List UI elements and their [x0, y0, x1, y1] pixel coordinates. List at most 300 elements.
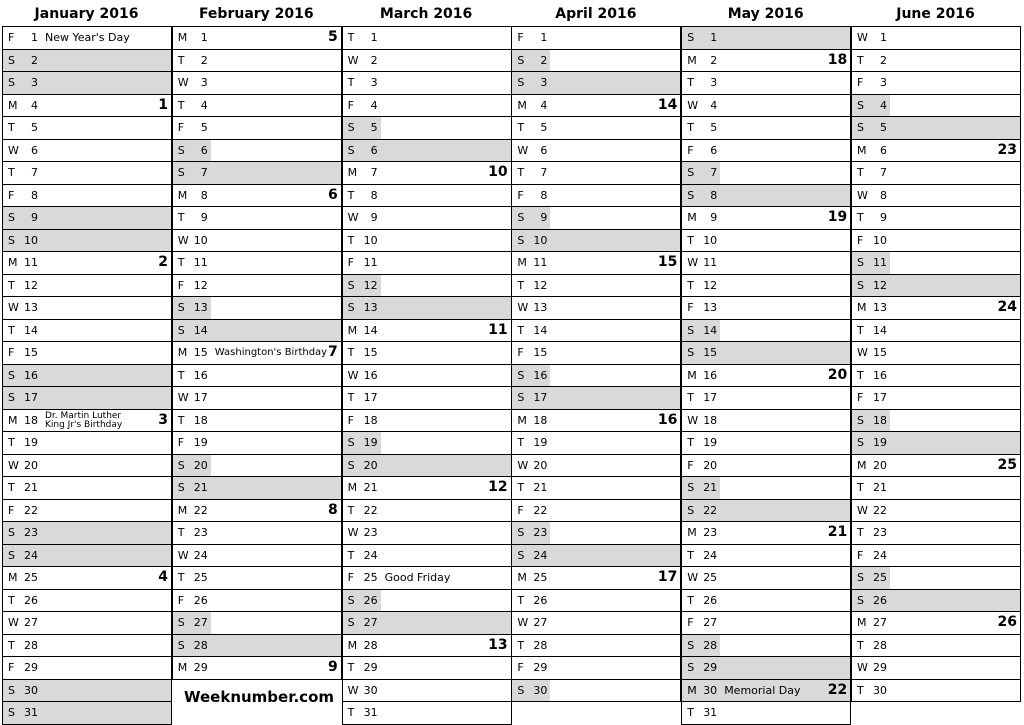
day-number: 3 [200, 76, 208, 89]
day-of-week: S [347, 278, 355, 292]
day-of-week: T [517, 278, 525, 292]
weekend-shade [211, 320, 341, 342]
day-of-week: M [517, 98, 527, 112]
day-row [343, 207, 511, 230]
weekend-shade [890, 432, 1020, 454]
day-of-week: T [857, 526, 864, 539]
day-row [173, 342, 341, 365]
day-of-week: F [517, 346, 524, 359]
day-of-week: S [857, 256, 864, 269]
week-number: 18 [827, 51, 848, 68]
day-number: 14 [703, 323, 718, 337]
day-of-week: S [687, 323, 695, 337]
day-row [343, 342, 511, 365]
day-number: 6 [200, 143, 208, 157]
day-number: 21 [533, 481, 548, 494]
weekend-shade [211, 635, 341, 657]
day-number: 13 [533, 301, 548, 314]
day-of-week: M [517, 256, 527, 269]
day-number: 11 [24, 256, 38, 269]
day-row [343, 320, 511, 343]
day-row [682, 230, 850, 253]
day-row [3, 432, 171, 455]
day-row [343, 567, 511, 590]
day-row [852, 230, 1020, 253]
day-of-week: F [177, 121, 185, 134]
day-of-week: M [857, 301, 867, 314]
day-number: 29 [703, 661, 718, 674]
day-number: 12 [363, 278, 378, 292]
day-number: 17 [703, 391, 718, 404]
day-row [512, 252, 680, 275]
day-row [3, 522, 171, 545]
weekend-shade [41, 702, 171, 724]
weekend-shade [41, 522, 171, 544]
day-row [682, 27, 850, 50]
day-number: 22 [24, 503, 38, 517]
weekend-shade [211, 162, 341, 184]
weekend-shade [890, 567, 1020, 589]
day-of-week: T [687, 391, 694, 404]
day-row [173, 590, 341, 613]
day-of-week: W [687, 98, 699, 112]
day-row [682, 207, 850, 230]
day-number: 21 [193, 481, 208, 494]
day-row [682, 500, 850, 523]
day-of-week: T [857, 323, 864, 337]
day-list [342, 26, 512, 725]
day-number: 3 [710, 76, 718, 89]
day-number: 19 [703, 436, 718, 449]
day-of-week: S [857, 413, 864, 427]
weekend-shade [211, 477, 341, 499]
day-number: 10 [703, 233, 718, 247]
day-number: 21 [363, 481, 378, 494]
day-of-week: M [517, 571, 527, 584]
day-of-week: F [347, 571, 354, 584]
day-of-week: F [687, 301, 694, 314]
day-row [512, 95, 680, 118]
day-of-week: T [687, 706, 694, 719]
day-number: 4 [540, 98, 548, 112]
day-number: 18 [24, 413, 38, 427]
day-number: 28 [533, 638, 548, 652]
day-row [3, 410, 171, 433]
week-number: 1 [158, 96, 168, 113]
day-row [682, 387, 850, 410]
day-number: 23 [363, 526, 378, 539]
day-number: 22 [533, 503, 548, 517]
day-number: 14 [533, 323, 548, 337]
week-number: 11 [488, 321, 508, 338]
day-row [682, 657, 850, 680]
day-of-week: F [517, 31, 524, 44]
day-row [852, 545, 1020, 568]
day-of-week: S [517, 368, 525, 382]
day-row [852, 207, 1020, 230]
day-row [3, 567, 171, 590]
day-row [852, 275, 1020, 298]
day-of-week: S [347, 593, 355, 607]
day-row [173, 477, 341, 500]
day-row [343, 162, 511, 185]
day-row [682, 612, 850, 635]
day-of-week: W [347, 211, 359, 224]
day-of-week: S [517, 76, 525, 89]
day-of-week: W [177, 233, 189, 247]
day-number: 22 [193, 503, 208, 517]
day-number: 4 [31, 98, 38, 112]
day-number: 9 [31, 211, 38, 224]
day-number: 5 [540, 121, 548, 134]
day-of-week: F [687, 143, 694, 157]
holiday-label: Dr. Martin Luther King Jr's Birthday [45, 410, 123, 430]
day-number: 19 [873, 436, 887, 449]
day-number: 1 [200, 31, 208, 44]
day-number: 17 [363, 391, 378, 404]
day-row [682, 545, 850, 568]
day-number: 22 [703, 503, 718, 517]
day-row [512, 27, 680, 50]
day-of-week: T [177, 98, 185, 112]
day-of-week: F [8, 31, 15, 44]
day-number: 28 [873, 638, 887, 652]
day-number: 24 [703, 548, 718, 562]
day-row [173, 72, 341, 95]
weekend-shade [41, 387, 171, 409]
day-number: 7 [31, 166, 38, 179]
weekend-shade [211, 455, 341, 477]
day-row [343, 365, 511, 388]
day-number: 17 [193, 391, 208, 404]
day-number: 1 [880, 31, 887, 44]
day-number: 14 [24, 323, 38, 337]
day-of-week: W [687, 413, 699, 427]
day-number: 16 [533, 368, 548, 382]
day-row [3, 365, 171, 388]
day-of-week: S [687, 166, 695, 179]
month-title: June 2016 [896, 6, 975, 22]
day-of-week: S [517, 548, 525, 562]
day-row [682, 567, 850, 590]
day-number: 2 [880, 53, 887, 67]
day-row [512, 635, 680, 658]
weekend-shade [720, 657, 850, 679]
day-number: 20 [873, 458, 887, 472]
day-number: 25 [24, 571, 38, 584]
day-of-week: F [687, 616, 694, 629]
day-number: 23 [873, 526, 887, 539]
day-of-week: W [687, 571, 699, 584]
day-of-week: T [687, 121, 694, 134]
day-of-week: S [177, 458, 185, 472]
day-row [3, 590, 171, 613]
day-of-week: W [347, 53, 359, 67]
day-of-week: T [347, 706, 355, 719]
weekend-shade [720, 27, 850, 49]
day-of-week: T [347, 503, 355, 517]
day-row [682, 252, 850, 275]
day-of-week: S [517, 233, 525, 247]
day-row [682, 522, 850, 545]
day-number: 10 [363, 233, 378, 247]
day-of-week: M [177, 346, 188, 359]
day-of-week: S [8, 706, 15, 719]
weekend-shade [381, 455, 511, 477]
day-number: 3 [370, 76, 378, 89]
day-number: 12 [703, 278, 718, 292]
day-row [3, 185, 171, 208]
week-number: 21 [827, 524, 848, 540]
day-row [173, 612, 341, 635]
day-of-week: M [8, 98, 18, 112]
day-of-week: T [687, 436, 694, 449]
day-of-week: T [857, 53, 864, 67]
day-number: 13 [703, 301, 718, 314]
month-title: March 2016 [379, 6, 473, 22]
day-row [852, 365, 1020, 388]
day-number: 8 [200, 188, 208, 202]
day-number: 18 [363, 413, 378, 427]
day-row [852, 522, 1020, 545]
day-row [852, 410, 1020, 433]
day-of-week: T [347, 76, 355, 89]
day-number: 26 [703, 593, 718, 607]
day-number: 10 [193, 233, 208, 247]
day-number: 16 [703, 368, 718, 382]
day-number: 8 [31, 188, 38, 202]
day-number: 1 [710, 31, 718, 44]
day-of-week: W [177, 548, 189, 562]
day-of-week: W [857, 661, 868, 674]
day-row [173, 320, 341, 343]
day-row [343, 477, 511, 500]
day-number: 18 [193, 413, 208, 427]
day-of-week: S [857, 278, 864, 292]
day-row [682, 365, 850, 388]
day-number: 19 [363, 436, 378, 449]
weekend-shade [890, 95, 1020, 117]
day-of-week: T [177, 526, 185, 539]
day-number: 8 [370, 188, 378, 202]
day-number: 16 [24, 368, 38, 382]
day-row [512, 117, 680, 140]
day-of-week: T [857, 683, 864, 697]
day-number: 2 [540, 53, 548, 67]
weekend-shade [41, 207, 171, 229]
day-row [343, 522, 511, 545]
weekend-shade [720, 320, 850, 342]
day-of-week: S [687, 503, 695, 517]
day-of-week: W [517, 301, 529, 314]
day-row [512, 230, 680, 253]
day-of-week: T [687, 76, 694, 89]
day-row [852, 567, 1020, 590]
day-number: 16 [363, 368, 378, 382]
day-of-week: S [687, 188, 695, 202]
day-of-week: S [687, 31, 695, 44]
day-number: 20 [533, 458, 548, 472]
day-number: 30 [363, 683, 378, 697]
day-number: 27 [363, 616, 378, 629]
day-of-week: S [857, 571, 864, 584]
week-number: 12 [488, 479, 508, 495]
day-row [173, 545, 341, 568]
day-number: 15 [363, 346, 378, 359]
day-row [343, 410, 511, 433]
weekend-shade [381, 612, 511, 634]
day-number: 19 [193, 436, 208, 449]
day-of-week: F [857, 233, 864, 247]
day-of-week: W [517, 143, 529, 157]
day-row [512, 50, 680, 73]
day-of-week: T [517, 121, 525, 134]
day-of-week: T [8, 323, 15, 337]
day-number: 28 [363, 638, 378, 652]
day-of-week: S [517, 211, 525, 224]
day-row [852, 455, 1020, 478]
day-row [173, 500, 341, 523]
week-number: 4 [158, 569, 168, 585]
week-number: 22 [827, 681, 848, 698]
weekend-shade [381, 297, 511, 319]
weekend-shade [41, 680, 171, 702]
day-of-week: W [687, 256, 699, 269]
day-of-week: T [347, 548, 355, 562]
day-row [173, 365, 341, 388]
day-of-week: S [347, 458, 355, 472]
day-of-week: F [517, 661, 524, 674]
day-number: 11 [703, 256, 718, 269]
day-of-week: T [687, 233, 694, 247]
day-of-week: T [687, 278, 694, 292]
day-row [852, 320, 1020, 343]
day-number: 18 [533, 413, 548, 427]
day-number: 20 [703, 458, 718, 472]
day-number: 5 [370, 121, 378, 134]
day-of-week: T [8, 436, 15, 449]
weekend-shade [550, 230, 680, 252]
day-number: 26 [533, 593, 548, 607]
weekend-shade [211, 140, 341, 162]
week-number: 25 [997, 456, 1017, 473]
day-of-week: M [687, 211, 697, 224]
day-number: 27 [193, 616, 208, 629]
day-row [173, 567, 341, 590]
day-number: 15 [533, 346, 548, 359]
day-row [682, 590, 850, 613]
day-list [172, 26, 342, 680]
month-title: May 2016 [727, 6, 804, 22]
day-of-week: S [347, 301, 355, 314]
day-row [512, 657, 680, 680]
day-list [851, 26, 1021, 702]
day-of-week: S [857, 593, 864, 607]
day-row [343, 432, 511, 455]
week-number: 3 [158, 411, 168, 428]
day-number: 23 [703, 526, 718, 539]
day-of-week: S [8, 391, 15, 404]
day-row [3, 500, 171, 523]
day-row [3, 140, 171, 163]
day-of-week: T [177, 256, 185, 269]
day-number: 20 [24, 458, 38, 472]
day-number: 17 [873, 391, 887, 404]
holiday-label: Good Friday [384, 571, 451, 584]
day-of-week: M [687, 526, 697, 539]
day-of-week: W [857, 503, 868, 517]
day-of-week: T [347, 31, 355, 44]
brand-label: Weeknumber.com [183, 688, 334, 706]
day-row [3, 230, 171, 253]
day-of-week: F [177, 593, 185, 607]
day-row [343, 50, 511, 73]
day-row [512, 297, 680, 320]
day-row [512, 680, 680, 703]
day-row [682, 477, 850, 500]
holiday-label: New Year's Day [45, 31, 130, 44]
day-row [3, 612, 171, 635]
day-number: 14 [193, 323, 208, 337]
day-number: 15 [24, 346, 38, 359]
day-of-week: F [517, 188, 524, 202]
day-row [3, 252, 171, 275]
day-number: 2 [200, 53, 208, 67]
day-of-week: M [857, 143, 867, 157]
day-number: 27 [703, 616, 718, 629]
day-of-week: S [687, 661, 695, 674]
day-number: 28 [703, 638, 718, 652]
day-number: 17 [24, 391, 38, 404]
day-number: 3 [880, 76, 887, 89]
day-number: 3 [31, 76, 38, 89]
day-row [852, 680, 1020, 703]
day-row [852, 477, 1020, 500]
day-number: 14 [363, 323, 378, 337]
day-row [173, 455, 341, 478]
day-number: 28 [24, 638, 38, 652]
day-number: 9 [880, 211, 887, 224]
day-of-week: T [857, 211, 864, 224]
day-number: 31 [24, 706, 38, 719]
day-of-week: T [347, 661, 355, 674]
day-number: 2 [710, 53, 718, 67]
day-row [512, 410, 680, 433]
day-number: 22 [873, 503, 887, 517]
day-of-week: M [347, 481, 358, 494]
week-number: 23 [997, 141, 1017, 158]
day-row [173, 207, 341, 230]
day-of-week: T [8, 278, 15, 292]
day-number: 13 [363, 301, 378, 314]
day-number: 26 [363, 593, 378, 607]
day-row [343, 387, 511, 410]
day-number: 28 [193, 638, 208, 652]
month-title: January 2016 [34, 6, 139, 22]
day-number: 23 [193, 526, 208, 539]
day-of-week: S [347, 616, 355, 629]
weekend-shade [890, 117, 1020, 139]
day-of-week: T [347, 391, 355, 404]
day-row [682, 297, 850, 320]
day-row [682, 50, 850, 73]
day-of-week: W [347, 368, 359, 382]
day-of-week: T [517, 593, 525, 607]
day-number: 29 [873, 661, 887, 674]
day-row [3, 320, 171, 343]
day-of-week: W [347, 526, 359, 539]
day-row [852, 117, 1020, 140]
